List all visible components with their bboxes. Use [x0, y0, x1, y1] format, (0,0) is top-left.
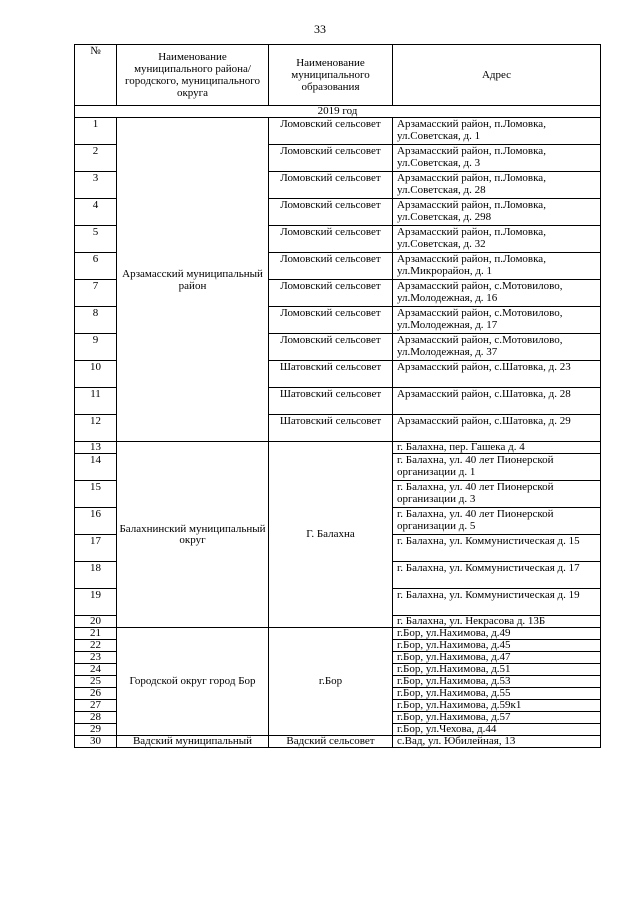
- row-number: 25: [75, 676, 117, 688]
- row-number: 3: [75, 172, 117, 199]
- row-number: 11: [75, 388, 117, 415]
- row-number: 2: [75, 145, 117, 172]
- address-cell: г. Балахна, ул. Некрасова д. 13Б: [393, 616, 601, 628]
- row-number: 10: [75, 361, 117, 388]
- row-number: 21: [75, 628, 117, 640]
- address-cell: Арзамасский район, п.Ломовка, ул.Советская, д. 32: [393, 226, 601, 253]
- row-number: 23: [75, 652, 117, 664]
- table-row: [75, 736, 601, 748]
- address-cell: г.Бор, ул.Нахимова, д.45: [393, 640, 601, 652]
- municipality-cell: Ломовский сельсовет: [269, 307, 393, 334]
- row-number: 9: [75, 334, 117, 361]
- district-cell: Городской округ город Бор: [117, 628, 269, 736]
- municipality-cell: Г. Балахна: [269, 442, 393, 628]
- row-number: 27: [75, 700, 117, 712]
- address-cell: г. Балахна, ул. 40 лет Пионерской организации д. 5: [393, 508, 601, 535]
- row-number: 19: [75, 589, 117, 616]
- address-cell: Арзамасский район, п.Ломовка, ул.Советская, д. 3: [393, 145, 601, 172]
- row-number: 22: [75, 640, 117, 652]
- address-cell: Арзамасский район, п.Ломовка, ул.Микрорайон, д. 1: [393, 253, 601, 280]
- address-cell: Арзамасский район, п.Ломовка, ул.Советская, д. 28: [393, 172, 601, 199]
- table-body: [75, 106, 601, 748]
- address-cell: г.Бор, ул.Нахимова, д.49: [393, 628, 601, 640]
- municipality-cell: Шатовский сельсовет: [269, 388, 393, 415]
- address-cell: Арзамасский район, п.Ломовка, ул.Советская, д. 298: [393, 199, 601, 226]
- municipality-cell: Ломовский сельсовет: [269, 280, 393, 307]
- municipality-cell: Шатовский сельсовет: [269, 361, 393, 388]
- municipality-cell: г.Бор: [269, 628, 393, 736]
- address-cell: г.Бор, ул.Нахимова, д.51: [393, 664, 601, 676]
- row-number: 15: [75, 481, 117, 508]
- year-label: 2019 год: [75, 106, 601, 118]
- address-cell: г.Бор, ул.Нахимова, д.57: [393, 712, 601, 724]
- header-municipality: Наименование муниципального образования: [269, 45, 393, 106]
- address-cell: с.Вад, ул. Юбилейная, 13: [393, 736, 601, 748]
- page-number: 33: [314, 22, 326, 36]
- row-number: 18: [75, 562, 117, 589]
- address-cell: г.Бор, ул.Нахимова, д.59к1: [393, 700, 601, 712]
- address-cell: Арзамасский район, с.Шатовка, д. 29: [393, 415, 601, 442]
- district-cell: Вадский муниципальный: [117, 736, 269, 748]
- address-cell: Арзамасский район, п.Ломовка, ул.Советская, д. 1: [393, 118, 601, 145]
- municipality-cell: Шатовский сельсовет: [269, 415, 393, 442]
- district-cell: Балахнинский муниципальный округ: [117, 442, 269, 628]
- row-number: 29: [75, 724, 117, 736]
- address-cell: Арзамасский район, с.Шатовка, д. 28: [393, 388, 601, 415]
- address-cell: г.Бор, ул.Нахимова, д.55: [393, 688, 601, 700]
- row-number: 5: [75, 226, 117, 253]
- row-number: 20: [75, 616, 117, 628]
- row-number: 24: [75, 664, 117, 676]
- row-number: 26: [75, 688, 117, 700]
- row-number: 1: [75, 118, 117, 145]
- address-cell: г. Балахна, ул. Коммунистическая д. 17: [393, 562, 601, 589]
- address-cell: г. Балахна, ул. Коммунистическая д. 15: [393, 535, 601, 562]
- year-row: [75, 106, 601, 118]
- address-table: [74, 44, 601, 748]
- row-number: 30: [75, 736, 117, 748]
- row-number: 28: [75, 712, 117, 724]
- address-cell: Арзамасский район, с.Мотовилово, ул.Молодежная, д. 16: [393, 280, 601, 307]
- municipality-cell: Вадский сельсовет: [269, 736, 393, 748]
- address-cell: г. Балахна, ул. 40 лет Пионерской организации д. 1: [393, 454, 601, 481]
- address-cell: г. Балахна, пер. Гашека д. 4: [393, 442, 601, 454]
- row-number: 4: [75, 199, 117, 226]
- address-cell: г.Бор, ул.Нахимова, д.47: [393, 652, 601, 664]
- row-number: 13: [75, 442, 117, 454]
- municipality-cell: Ломовский сельсовет: [269, 253, 393, 280]
- municipality-cell: Ломовский сельсовет: [269, 172, 393, 199]
- table-row: [75, 442, 601, 454]
- municipality-cell: Ломовский сельсовет: [269, 145, 393, 172]
- district-cell: Арзамасский муниципальный район: [117, 118, 269, 442]
- address-cell: г. Балахна, ул. 40 лет Пионерской организации д. 3: [393, 481, 601, 508]
- municipality-cell: Ломовский сельсовет: [269, 226, 393, 253]
- municipality-cell: Ломовский сельсовет: [269, 118, 393, 145]
- row-number: 8: [75, 307, 117, 334]
- row-number: 12: [75, 415, 117, 442]
- row-number: 7: [75, 280, 117, 307]
- row-number: 6: [75, 253, 117, 280]
- header-address: Адрес: [393, 45, 601, 106]
- row-number: 17: [75, 535, 117, 562]
- header-district: Наименование муниципального района/ городского, муниципального округа: [117, 45, 269, 106]
- header-num: №: [75, 45, 117, 106]
- address-cell: Арзамасский район, с.Мотовилово, ул.Молодежная, д. 17: [393, 307, 601, 334]
- table-row: [75, 118, 601, 145]
- address-cell: г. Балахна, ул. Коммунистическая д. 19: [393, 589, 601, 616]
- address-cell: Арзамасский район, с.Шатовка, д. 23: [393, 361, 601, 388]
- address-cell: г.Бор, ул.Чехова, д.44: [393, 724, 601, 736]
- address-cell: г.Бор, ул.Нахимова, д.53: [393, 676, 601, 688]
- municipality-cell: Ломовский сельсовет: [269, 334, 393, 361]
- row-number: 16: [75, 508, 117, 535]
- municipality-cell: Ломовский сельсовет: [269, 199, 393, 226]
- row-number: 14: [75, 454, 117, 481]
- table-header-row: [75, 45, 601, 106]
- address-cell: Арзамасский район, с.Мотовилово, ул.Молодежная, д. 37: [393, 334, 601, 361]
- table-row: [75, 628, 601, 640]
